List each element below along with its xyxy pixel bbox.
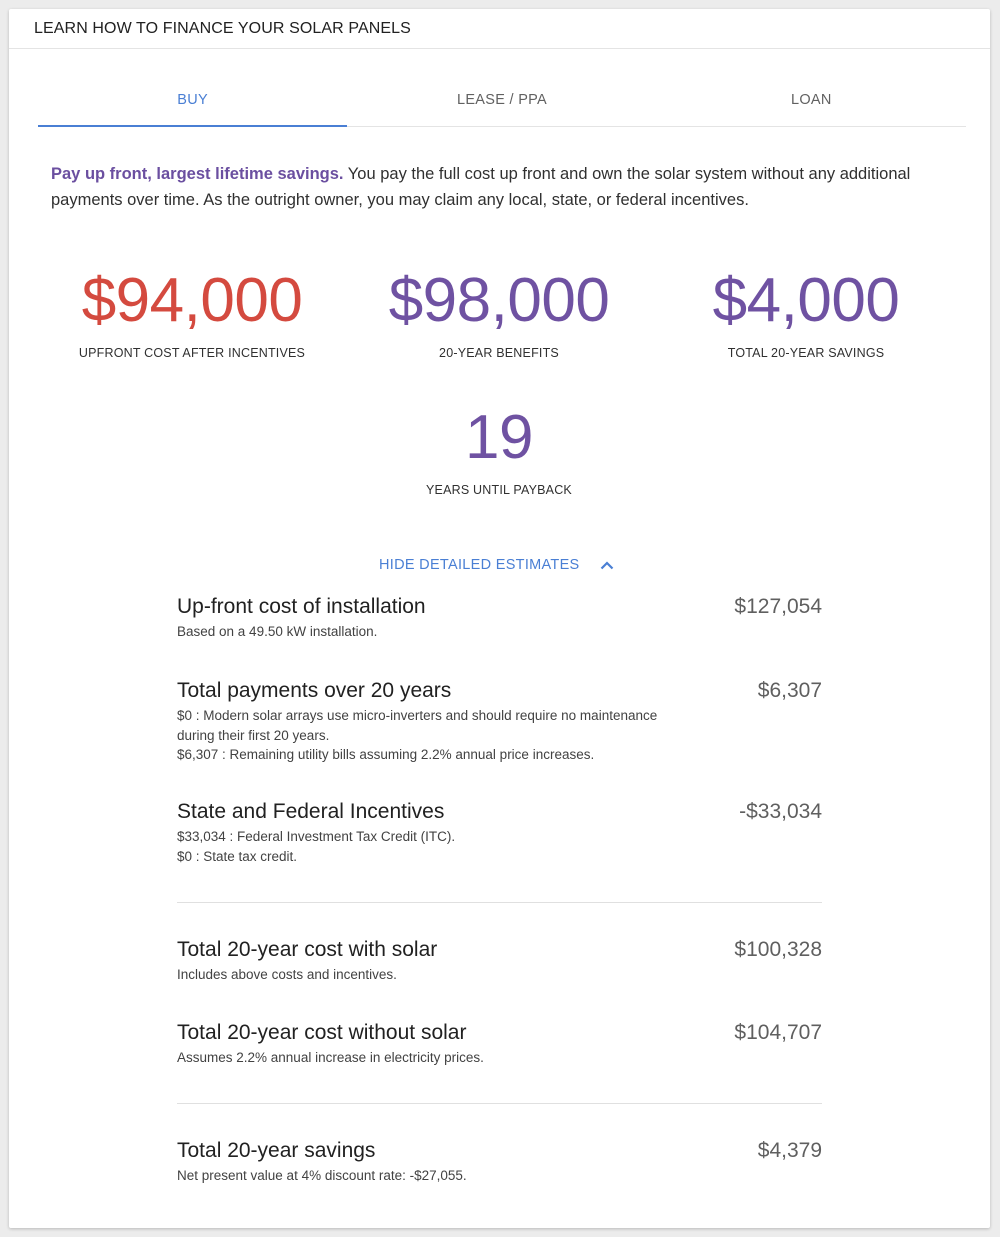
hide-detailed-estimates-button[interactable] — [379, 557, 614, 573]
stat-years-payback — [346, 403, 652, 497]
row-title: Up-front cost of installation — [177, 595, 426, 618]
finance-tabs — [38, 79, 966, 127]
chevron-up-icon — [600, 561, 614, 570]
row-note: Assumes 2.2% annual increase in electricity prices. — [177, 1050, 484, 1065]
row-note: $0 : State tax credit. — [177, 848, 298, 864]
savings-value: $4,000 — [712, 266, 900, 335]
row-cost-with-solar — [177, 937, 822, 985]
row-note: Includes above costs and incentives. — [177, 967, 397, 982]
row-title: Total 20-year cost without solar — [177, 1021, 467, 1044]
row-installation-cost — [177, 594, 822, 642]
card-title: LEARN HOW TO FINANCE YOUR SOLAR PANELS — [9, 9, 990, 49]
benefits-value: $98,000 — [388, 266, 610, 335]
row-amount: $104,707 — [734, 1021, 822, 1044]
divider — [177, 902, 822, 903]
row-total-payments — [177, 678, 822, 765]
row-amount: -$33,034 — [739, 800, 822, 823]
row-title: Total payments over 20 years — [177, 679, 452, 702]
row-amount: $6,307 — [757, 679, 822, 702]
stat-upfront-cost — [39, 266, 345, 360]
upfront-cost-caption: UPFRONT COST AFTER INCENTIVES — [78, 346, 306, 360]
row-amount: $127,054 — [734, 595, 822, 618]
row-note: $33,034 : Federal Investment Tax Credit (ITC). — [177, 829, 456, 844]
intro-text: You pay the full cost up front and own the solar system without any additional payments over time. As the outright owner, you may claim any local, state, or federal incentives. — [51, 165, 911, 209]
row-cost-without-solar — [177, 1020, 822, 1068]
savings-caption: TOTAL 20-YEAR SAVINGS — [727, 346, 885, 360]
stat-20-year-benefits — [346, 266, 652, 360]
row-title: Total 20-year savings — [177, 1139, 376, 1162]
row-note: $0 : Modern solar arrays use micro-inverters and should require no maintenance during their first 20 years. — [177, 708, 658, 743]
tab-loan[interactable]: LOAN — [790, 91, 832, 108]
row-note: Based on a 49.50 kW installation. — [177, 624, 378, 639]
benefits-caption: 20-YEAR BENEFITS — [439, 346, 559, 360]
tab-buy[interactable]: BUY — [38, 79, 347, 126]
intro-lead: Pay up front, largest lifetime savings. — [51, 165, 344, 183]
row-note: $6,307 : Remaining utility bills assuming 2.2% annual price increases. — [177, 747, 595, 762]
stat-total-savings — [653, 266, 959, 360]
divider — [177, 1103, 822, 1104]
payback-value: 19 — [465, 403, 533, 472]
row-total-savings — [177, 1138, 822, 1186]
toggle-label: HIDE DETAILED ESTIMATES — [379, 557, 580, 573]
row-amount: $4,379 — [757, 1139, 822, 1162]
tab-lease-ppa[interactable]: LEASE / PPA — [456, 91, 548, 108]
row-title: State and Federal Incentives — [177, 800, 445, 823]
row-incentives — [177, 799, 822, 866]
row-note: Net present value at 4% discount rate: -$27,055. — [177, 1168, 467, 1183]
upfront-cost-value: $94,000 — [81, 266, 303, 335]
row-title: Total 20-year cost with solar — [177, 938, 438, 961]
row-amount: $100,328 — [734, 938, 822, 961]
payback-caption: YEARS UNTIL PAYBACK — [426, 483, 572, 497]
finance-card — [9, 9, 990, 1228]
intro-paragraph — [51, 161, 951, 213]
